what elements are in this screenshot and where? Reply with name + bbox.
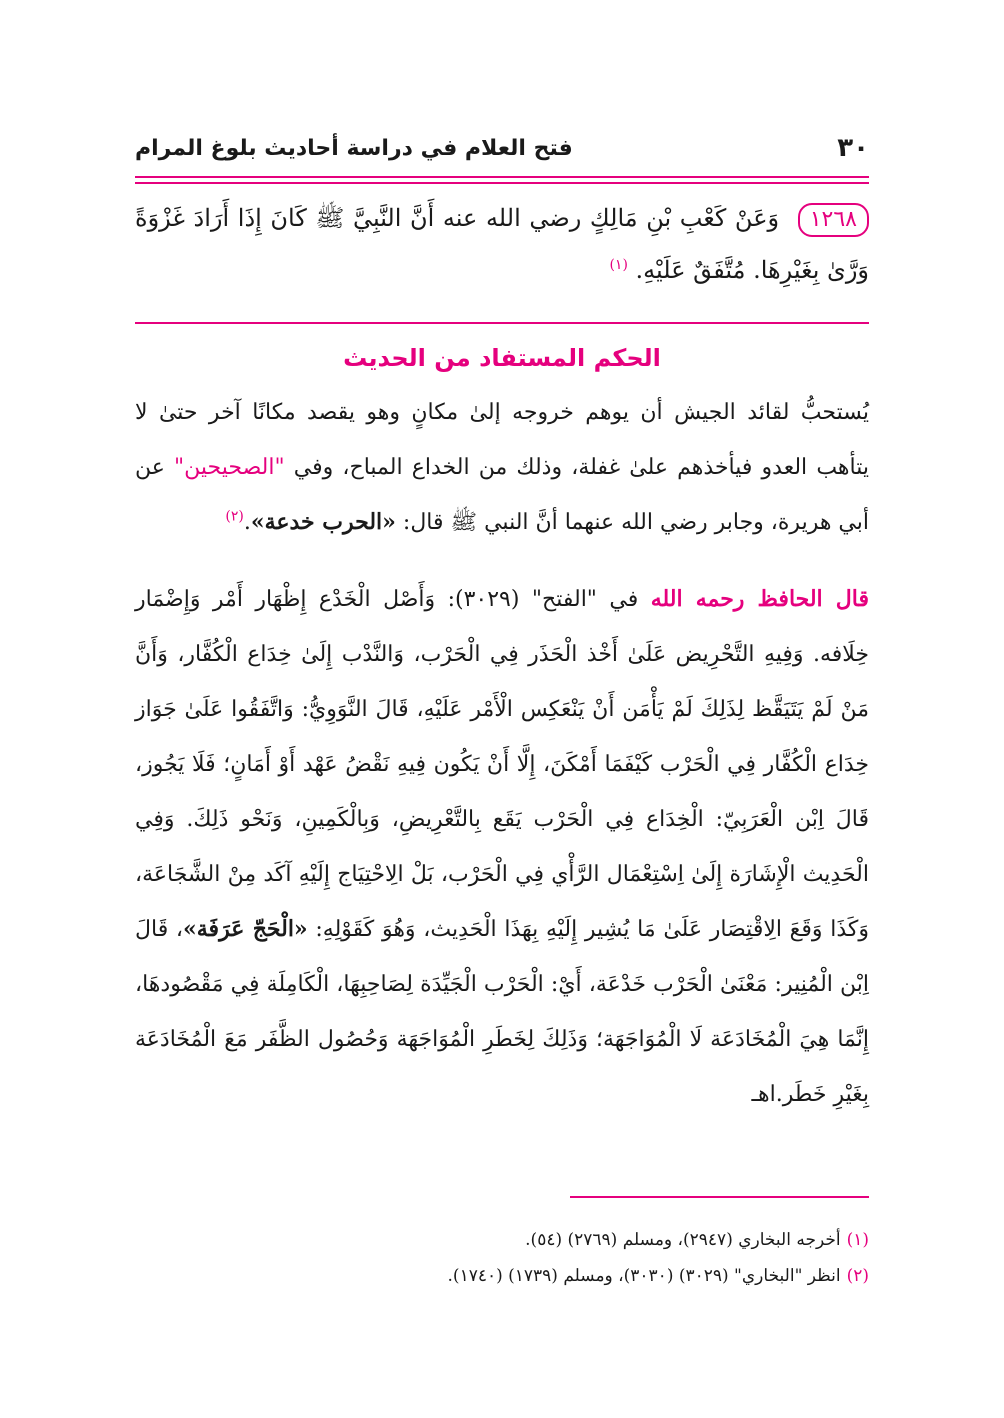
footnote-1-mark: (١) [846, 1230, 869, 1250]
running-header [135, 128, 869, 168]
footnote-1-text: أخرجه البخاري (٢٩٤٧)، ومسلم (٢٧٦٩) (٥٤). [525, 1230, 841, 1250]
commentary-text-b: ، قَالَ اِبْن الْمُنِير: مَعْنَىٰ الْحَرْب خَدْعَة، أَيْ: الْحَرْب الْجَيِّدَة لِصَاحِبِهَا، الْكَامِلَة فِي مَقْصُودهَا، إِنَّمَا هِيَ الْمُخَادَعَة لَا الْمُوَاجَهَة؛ وَذَلِكَ لِخَطَرِ الْمُوَاجَهَة وَحُصُول الظَّفَر مَعَ الْمُخَادَعَة بِغَيْرِ خَطَر.اهـ [135, 917, 869, 1107]
sahihayn-quote: "الصحيحين" [174, 455, 285, 480]
ruling-paragraph: يُستحبُّ لقائد الجيش أن يوهم خروجه إلىٰ مكانٍ وهو يقصد مكانًا آخر حتىٰ لا يتأهب العدو فيأخذهم علىٰ غفلة، وذلك من الخداع المباح، وفي "الصحيحين" عن أبي هريرة، وجابر رضي الله عنهما أنَّ النبي ﷺ قال: «الحرب خدعة».$^{(٢)}$ [135, 400, 869, 535]
commentary-quote: «الْحَجّ عَرَفَة» [183, 916, 308, 942]
header-rule-bottom [135, 182, 869, 184]
hadith-body: وَعَنْ كَعْبِ بْنِ مَالِكٍ رضي الله عنه أَنَّ النَّبِيَّ ﷺ كَانَ إِذَا أَرَادَ غَزْوَةً وَرَّىٰ بِغَيْرِهَا. مُتَّفَقٌ عَلَيْهِ. [135, 204, 869, 284]
ruling-text-a: يُستحبُّ لقائد الجيش أن يوهم خروجه إلىٰ مكانٍ وهو يقصد مكانًا آخر حتىٰ لا يتأهب العدو فيأخذهم علىٰ غفلة، وذلك من الخداع المباح، وفي [135, 400, 869, 480]
hadith-number: ١٢٦٨ [798, 203, 869, 237]
footnote-ref-1[interactable]: (١) [609, 257, 628, 273]
header-rule-top [135, 176, 869, 178]
commentary-speaker: قال الحافظ رحمه الله [650, 586, 869, 612]
footnote-2-mark: (٢) [846, 1266, 869, 1286]
footnote-divider [570, 1196, 869, 1198]
commentary-text-a: في "الفتح" (٣٠٢٩): وَأَصْل الْخَدْع إِظْهَار أَمْر وَإِضْمَار خِلَافه. وَفِيهِ التَّحْرِيض عَلَىٰ أَخْذ الْحَذَر فِي الْحَرْب، وَالنَّدْب إِلَىٰ خِدَاع الْكُفَّار، وَأَنَّ مَنْ لَمْ يَتَيَقَّظ لِذَلِكَ لَمْ يَأْمَن أَنْ يَنْعَكِس الْأَمْر عَلَيْهِ، قَالَ النَّوَوِيُّ: وَاتَّفَقُوا عَلَىٰ جَوَاز خِدَاع الْكُفَّار فِي الْحَرْب كَيْفَمَا أَمْكَنَ، إِلَّا أَنْ يَكُون فِيهِ نَقْضُ عَهْد أَوْ أَمَانٍ؛ فَلَا يَجُوز، قَالَ اِبْن الْعَرَبِيّ: الْخِدَاع فِي الْحَرْب يَقَع بِالتَّعْرِيضِ، وَبِالْكَمِينِ، وَنَحْو ذَلِكَ. وَفِي الْحَدِيث الْإِشَارَة إِلَىٰ اِسْتِعْمَال الرَّأْي فِي الْحَرْب، بَلْ الِاحْتِيَاج إِلَيْهِ آكَد مِنْ الشَّجَاعَة، وَكَذَا وَقَعَ الِاقْتِصَار عَلَىٰ مَا يُشِير إِلَيْهِ بِهَذَا الْحَدِيث، وَهُوَ كَقَوْلِهِ: [135, 587, 869, 942]
hadith-quote: «الحرب خدعة» [250, 509, 396, 535]
hadith-text [135, 192, 869, 296]
footnote-2-text: انظر "البخاري" (٣٠٢٩) (٣٠٣٠)، ومسلم (١٧٣٩) (١٧٤٠). [447, 1266, 841, 1286]
commentary-paragraph [135, 572, 869, 1122]
section-divider [135, 322, 869, 324]
section-title: الحكم المستفاد من الحديث [343, 344, 661, 372]
page-number: ٣٠ [837, 133, 869, 163]
footnote-2 [135, 1258, 869, 1294]
ruling-text-b: عن أبي هريرة، وجابر رضي الله عنهما أنَّ النبي ﷺ قال: [135, 455, 869, 535]
footnote-1 [135, 1222, 869, 1258]
book-title: فتح العلام في دراسة أحاديث بلوغ المرام [135, 135, 573, 161]
footnotes [135, 1222, 869, 1294]
footnote-ref-2[interactable]: (٢) [225, 508, 244, 525]
